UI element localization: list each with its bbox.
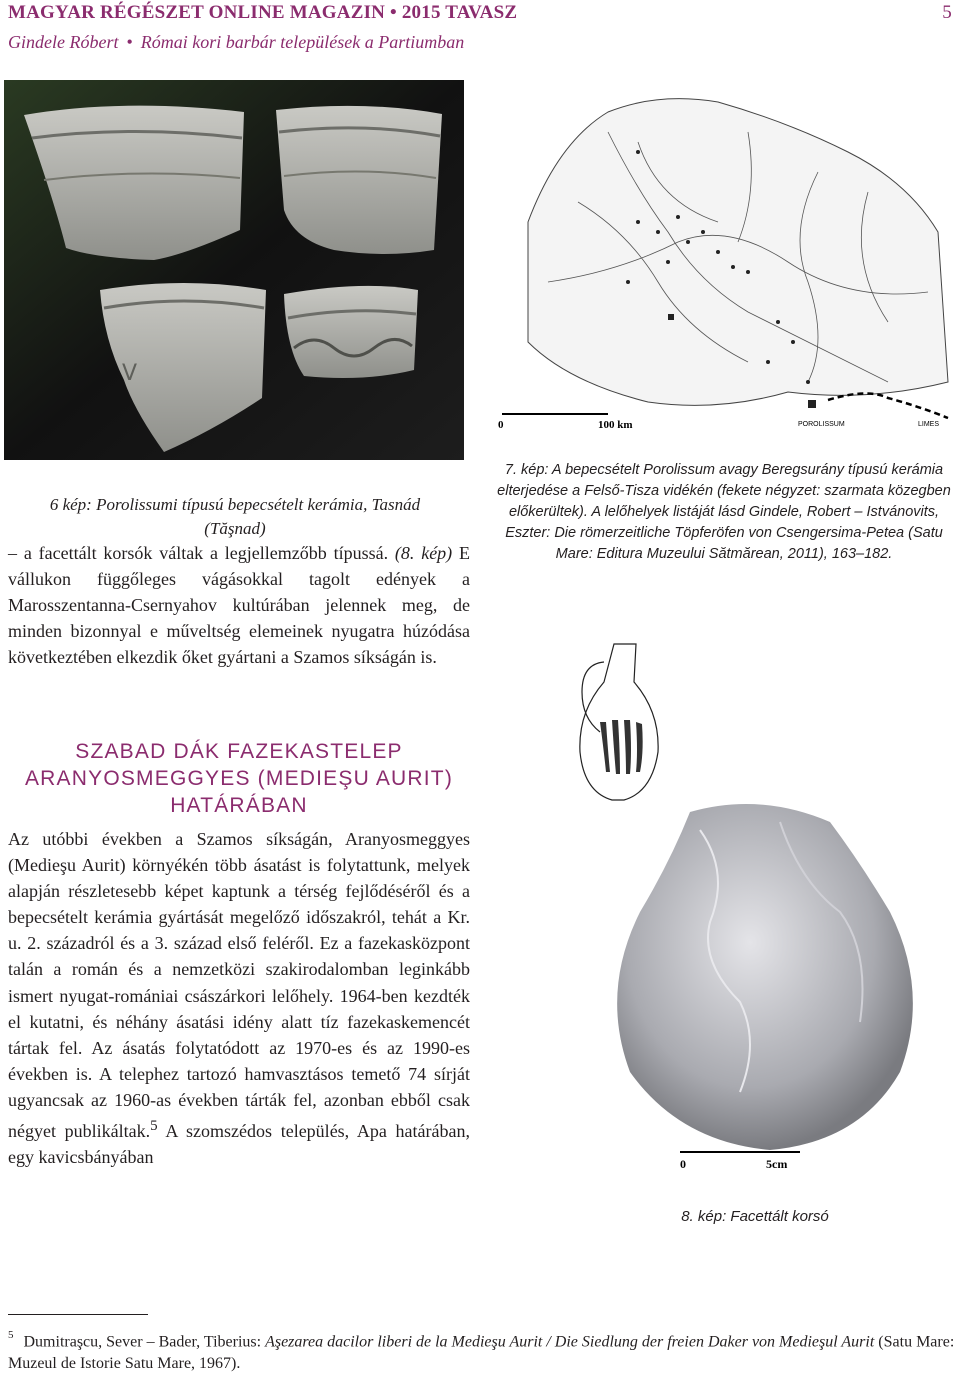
article-title: Római kori barbár települések a Partiumban	[140, 32, 465, 52]
section-heading-line-2: ARANYOSMEGGYES (MEDIEŞU AURIT)	[24, 767, 454, 790]
section-heading	[8, 738, 470, 819]
map-scale-end: 100 km	[598, 419, 633, 430]
map-scale-start: 0	[498, 419, 504, 430]
page-number: 5	[942, 2, 952, 23]
footnote-divider	[8, 1314, 148, 1315]
footnote-publication: (Satu Mare: Muzeul de Istorie Satu Mare, 1967).	[8, 1333, 955, 1373]
map-label-porolissum: POROLISSUM	[798, 421, 845, 428]
svg-text:V: V	[122, 361, 138, 386]
running-subheader	[8, 32, 464, 53]
faceted-jug-image	[560, 622, 950, 1200]
footnote	[8, 1326, 956, 1375]
jug-scale-end: 5cm	[766, 1157, 788, 1171]
figure-6-photo	[4, 80, 464, 460]
paragraph-1-text-b: E vállukon függőleges vágásokkal tagolt edények a Marosszentanna-Csernyahov kultúrában jelennek meg, de minden bizonnyal e műveltség elemeinek nyugatra húzódása következtében elkezdik őket gyártani a Szamos síkságán is.	[8, 543, 470, 668]
figure-8-caption: 8. kép: Facettált korsó	[681, 1208, 829, 1225]
paragraph-2-text-a: Az utóbbi években a Szamos síkságán, Aranyosmeggyes (Medieşu Aurit) környékén több ásatást is folytattunk, melyek alapján részletesebb képet kaptunk a térség fejlődéséről és a bepecsételt kerámia gyártását megelőző időszakról, tehát a Kr. u. 2. századról és a 3. század első feléről. Ez a fazekasközpont talán a román és a nemzetközi szakirodalomban leginkább ismert nyugat-romániai császárkori lelőhely. 1964-ben kezdték el kutatni, és néhány ásatási idény alatt tíz fazekaskemencét tártak fel. Az ásatás folytatódott az 1970-es és az 1990-es években is. A telephez tartozó hamvasztásos temető 74 sírját ugyancsak az 1960-as években tárták fel, azonban ebből csak négyet publikáltak.	[8, 829, 470, 1142]
paragraph-2	[8, 826, 470, 1170]
magazine-title: MAGYAR RÉGÉSZET ONLINE MAGAZIN • 2015 TAVASZ	[8, 2, 518, 23]
pottery-sherds-image	[4, 80, 464, 460]
figure-8-jug	[560, 622, 950, 1200]
section-heading-line-3: HATÁRÁBAN	[170, 794, 308, 817]
paragraph-2-text-b: A szomszédos település, Apa határában, egy kavicsbányában	[8, 1121, 470, 1168]
figure-6-caption: 6 kép: Porolissumi típusú bepecsételt kerámia, Tasnád (Tăşnad)	[49, 495, 421, 538]
footnote-title: Aşezarea dacilor liberi de la Medieşu Aurit / Die Siedlung der freien Daker von Medieşul Aurit	[265, 1333, 875, 1351]
distribution-map	[488, 82, 954, 430]
figure-7-caption: 7. kép: A bepecsételt Porolissum avagy Beregsurány típusú kerámia elterjedése a Felső-Tisza vidékén (fekete négyzet: szarmata közegben előkerültek). A lelőhelyek listáját lásd Gindele, Robert – Istvánovits, Eszter: Die römerzeitliche Töpferöfen von Csengersima-Petea (Satu Mare: Editura Muzeului Sătmărean, 2011), 163–182.	[497, 462, 951, 562]
header-separator: •	[126, 32, 133, 52]
figure-7-map	[488, 82, 954, 430]
paragraph-1-text-a: – a facettált korsók váltak a legjellemzőbb típussá.	[8, 543, 395, 563]
jug-scale-start: 0	[680, 1157, 686, 1171]
section-heading-line-1: SZABAD DÁK FAZEKASTELEP	[75, 740, 403, 763]
paragraph-1	[8, 540, 470, 670]
figure-8-reference: (8. kép)	[394, 543, 453, 563]
footnote-number: 5	[8, 1329, 14, 1341]
running-header	[8, 2, 952, 26]
footnote-marker[interactable]: 5	[150, 1118, 158, 1135]
map-label-limes: LIMES	[918, 421, 940, 428]
footnote-authors: Dumitraşcu, Sever – Bader, Tiberius:	[23, 1333, 266, 1351]
author-name: Gindele Róbert	[8, 32, 119, 52]
